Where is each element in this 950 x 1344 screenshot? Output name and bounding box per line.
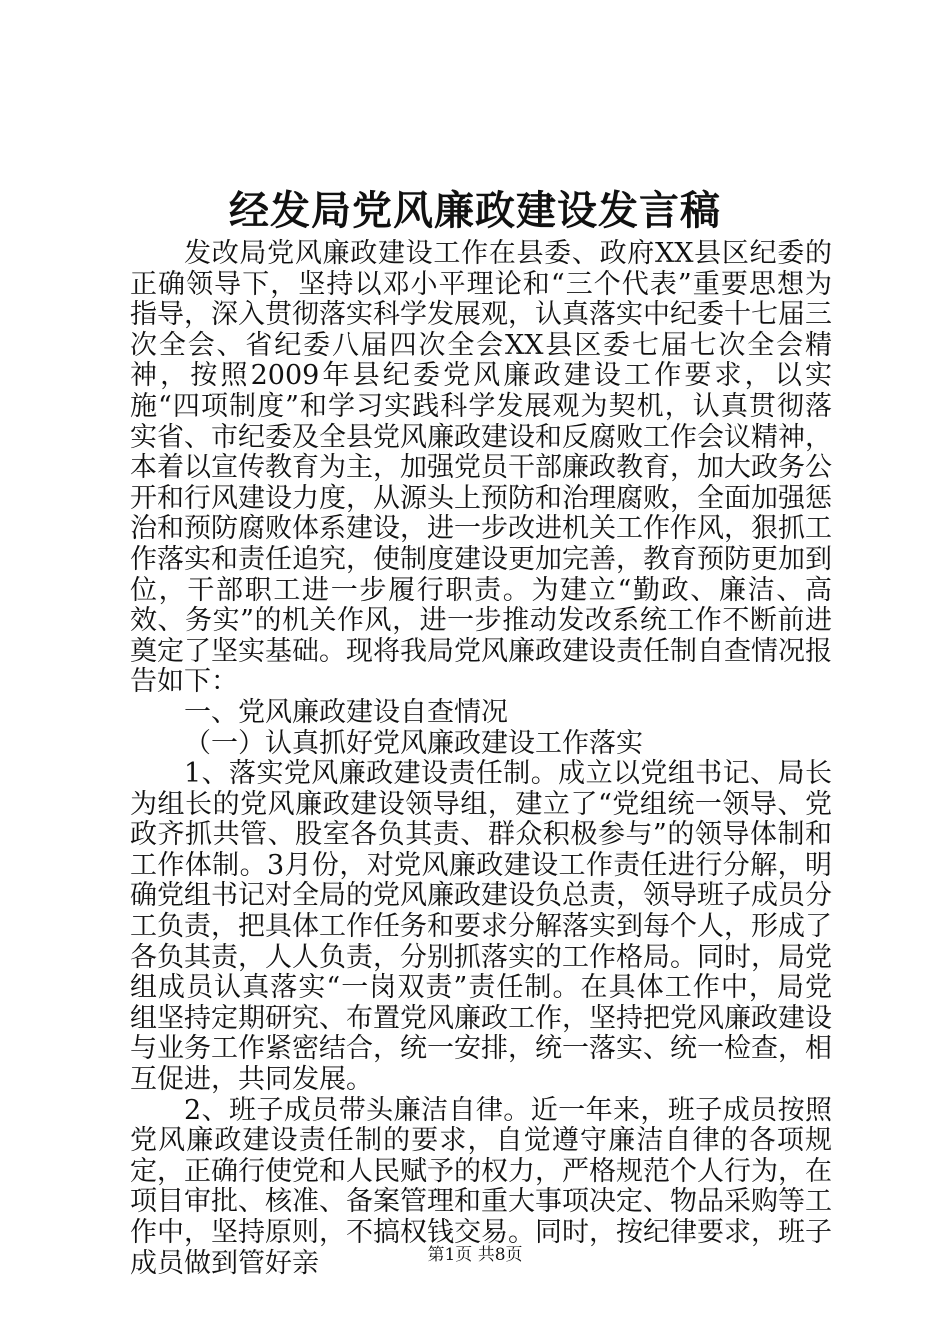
intro-paragraph: 发改局党风廉政建设工作在县委、政府XX县区纪委的正确领导下，坚持以邓小平理论和“三个代表”重要思想为指导，深入贯彻落实科学发展观，认真落实中纪委十七届三次全会、省纪委八届四次全会XX县区委七届七次全会精神，按照2009年县纪委党风廉政建设工作要求，以实施“四项制度”和学习实践科学发展观为契机，认真贯彻落实省、市纪委及全县党风廉政建设和反腐败工作会议精神，本着以宣传教育为主，加强党员干部廉政教育，加大政务公开和行风建设力度，从源头上预防和治理腐败，全面加强惩治和预防腐败体系建设，进一步改进机关工作作风，狠抓工作落实和责任追究，使制度建设更加完善，教育预防更加到位，干部职工进一步履行职责。为建立“勤政、廉洁、高效、务实”的机关作风，进一步推动发改系统工作不断前进奠定了坚实基础。现将我局党风廉政建设责任制自查情况报告如下： bbox=[130, 238, 832, 698]
document-body bbox=[130, 239, 832, 1279]
body-paragraph: 2、班子成员带头廉洁自律。近一年来，班子成员按照党风廉政建设责任制的要求，自觉遵守廉洁自律的各项规定，正确行使党和人民赋予的权力，严格规范个人行为，在项目审批、核准、备案管理和重大事项决定、物品采购等工作中，坚持原则，不搞权钱交易。同时，按纪律要求，班子成员做到管好亲 bbox=[130, 1094, 832, 1279]
page-title: 经发局党风廉政建设发言稿 bbox=[229, 187, 721, 234]
section-heading: 一、党风廉政建设自查情况 bbox=[184, 696, 508, 728]
subsection-heading: （一）认真抓好党风廉政建设工作落实 bbox=[184, 727, 643, 759]
body-paragraph: 1、落实党风廉政建设责任制。成立以党组书记、局长为组长的党风廉政建设领导组，建立了“党组统一领导、党政齐抓共管、股室各负其责、群众积极参与”的领导体制和工作体制。3月份，对党风廉政建设工作责任进行分解，明确党组书记对全局的党风廉政建设负总责，领导班子成员分工负责，把具体工作任务和要求分解落实到每个人，形成了各负其责，人人负责，分别抓落实的工作格局。同时，局党组成员认真落实“一岗双责”责任制。在具体工作中，局党组坚持定期研究、布置党风廉政工作，坚持把党风廉政建设与业务工作紧密结合，统一安排，统一落实、统一检查，相互促进，共同发展。 bbox=[130, 758, 832, 1096]
page-footer: 第1页 共8页 bbox=[427, 1245, 523, 1265]
